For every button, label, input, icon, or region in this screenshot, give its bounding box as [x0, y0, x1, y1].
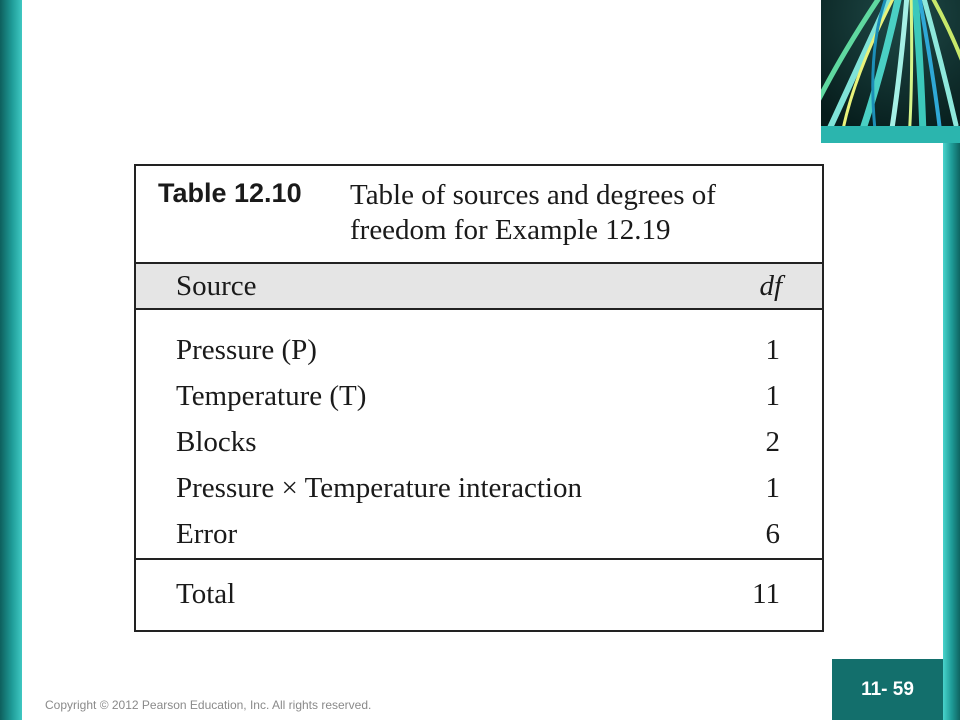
caption-line-1: Table of sources and degrees of	[350, 179, 716, 211]
table-row	[136, 470, 822, 516]
table-header-row	[136, 264, 822, 310]
anova-table	[134, 164, 824, 632]
header-df: df	[759, 270, 782, 302]
row-df: 2	[765, 426, 780, 458]
row-source: Temperature (T)	[176, 380, 367, 412]
left-decorative-band	[0, 0, 22, 720]
row-source: Blocks	[176, 426, 257, 458]
corner-accent-strip	[821, 126, 960, 143]
row-df: 6	[765, 518, 780, 550]
total-df: 11	[752, 578, 780, 610]
row-df: 1	[765, 380, 780, 412]
table-row	[136, 424, 822, 470]
table-caption-text	[350, 178, 800, 248]
copyright-notice: Copyright © 2012 Pearson Education, Inc. All rights reserved.	[45, 698, 372, 712]
total-source: Total	[176, 578, 236, 610]
table-caption	[136, 166, 822, 264]
table-row	[136, 378, 822, 424]
slide-page-number: 11- 59	[832, 659, 943, 720]
row-source: Pressure (P)	[176, 334, 317, 366]
row-df: 1	[765, 472, 780, 504]
table-label: Table 12.10	[158, 178, 302, 208]
header-source: Source	[176, 270, 257, 302]
table-body	[136, 332, 822, 562]
row-df: 1	[765, 334, 780, 366]
row-source: Error	[176, 518, 238, 550]
table-total-row	[136, 558, 822, 632]
corner-light-streaks-image	[821, 0, 960, 143]
row-source: Pressure × Temperature interaction	[176, 472, 582, 504]
caption-line-2: freedom for Example 12.19	[350, 214, 671, 246]
table-row	[136, 516, 822, 562]
table-row	[136, 332, 822, 378]
